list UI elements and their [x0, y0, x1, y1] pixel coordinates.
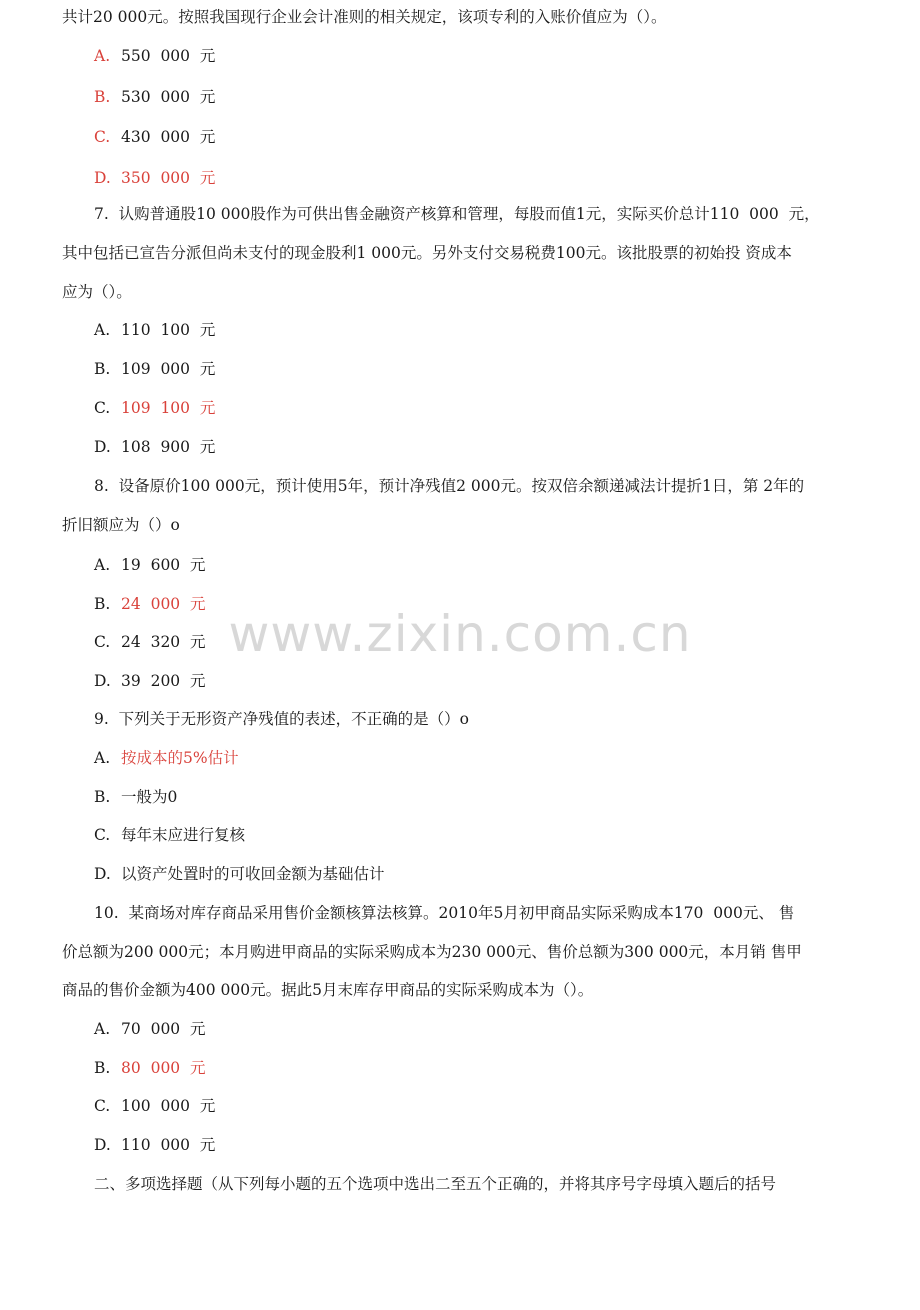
option-letter: A. — [94, 321, 111, 339]
option-letter: B. — [94, 88, 111, 106]
option-text: 39 200 元 — [121, 672, 206, 690]
question-10-line-2: 价总额为200 000元；本月购进甲商品的实际采购成本为230 000元、售价总额为300 000元，本月销 售甲 — [62, 943, 802, 961]
option-letter: B. — [94, 1059, 111, 1077]
option-text: 110 000 元 — [121, 1136, 216, 1154]
question-9-line-1: 9. 下列关于无形资产净残值的表述，不正确的是（）o — [94, 710, 469, 728]
q7-option-a — [94, 319, 215, 341]
question-10-line-3: 商品的售价金额为400 000元。据此5月末库存甲商品的实际采购成本为（）。 — [62, 981, 594, 999]
option-text: 108 900 元 — [121, 438, 216, 456]
option-text: 100 000 元 — [121, 1097, 216, 1115]
option-text: 550 000 元 — [121, 47, 216, 65]
q10-option-a — [94, 1018, 206, 1040]
option-letter: A. — [94, 1020, 111, 1038]
option-letter: B. — [94, 360, 111, 378]
question-7-line-1: 7. 认购普通股10 000股作为可供出售金融资产核算和管理，每股而值1元，实际买价总计110 000 元， — [94, 205, 820, 223]
option-letter: C. — [94, 633, 111, 651]
q6-option-a — [94, 45, 215, 67]
option-text: 109 000 元 — [121, 360, 216, 378]
question-7-line-2: 其中包括已宣告分派但尚未支付的现金股利1 000元。另外支付交易税费100元。该批股票的初始投 资成本 — [62, 244, 792, 262]
option-letter: D. — [94, 169, 111, 187]
option-text: 24 320 元 — [121, 633, 206, 651]
option-text-answer: 24 000 元 — [121, 595, 206, 613]
option-text: 以资产处置时的可收回金额为基础估计 — [121, 865, 385, 883]
option-text-answer: 109 100 元 — [121, 399, 216, 417]
question-7-line-3: 应为（）。 — [62, 283, 132, 301]
option-letter: A. — [94, 47, 111, 65]
q8-option-a — [94, 554, 206, 576]
q8-option-c — [94, 631, 206, 653]
q10-option-c — [94, 1095, 215, 1117]
option-letter: D. — [94, 672, 111, 690]
option-letter: B. — [94, 595, 111, 613]
question-10-line-1: 10. 某商场对库存商品采用售价金额核算法核算。2010年5月初甲商品实际采购成本170 000元、 售 — [94, 904, 795, 922]
option-text: 每年末应进行复核 — [121, 826, 246, 844]
q6-option-d-answer — [94, 167, 215, 189]
option-letter: A. — [94, 556, 111, 574]
option-letter: D. — [94, 438, 111, 456]
question-8-line-2: 折旧额应为（）o — [62, 516, 180, 534]
q8-option-b — [94, 593, 206, 615]
option-text: 19 600 元 — [121, 556, 206, 574]
option-letter: D. — [94, 1136, 111, 1154]
q10-option-b — [94, 1057, 206, 1079]
q6-option-b — [94, 86, 215, 108]
q8-option-d — [94, 670, 206, 692]
option-letter: D. — [94, 865, 111, 883]
option-text: 350 000 元 — [121, 169, 216, 187]
option-text: 530 000 元 — [121, 88, 216, 106]
question-8-line-1: 8. 设备原价100 000元，预计使用5年，预计净残值2 000元。按双倍余额递减法计提折1日，第 2年的 — [94, 477, 805, 495]
option-text: 一般为0 — [121, 788, 178, 806]
option-letter: C. — [94, 1097, 111, 1115]
option-text-answer: 80 000 元 — [121, 1059, 206, 1077]
q9-option-c — [94, 824, 245, 846]
option-text-answer: 按成本的5%估计 — [121, 749, 239, 767]
option-text: 110 100 元 — [121, 321, 216, 339]
q9-option-d — [94, 863, 385, 885]
option-letter: C. — [94, 826, 111, 844]
option-letter: A. — [94, 749, 111, 767]
q7-option-c — [94, 397, 215, 419]
q6-option-c — [94, 126, 215, 148]
section-2-heading: 二、多项选择题（从下列每小题的五个选项中选出二至五个正确的，并将其序号字母填入题后的括号 — [94, 1175, 777, 1193]
q9-option-a — [94, 747, 239, 769]
option-text: 70 000 元 — [121, 1020, 206, 1038]
q7-option-d — [94, 436, 215, 458]
site-watermark: www.zixin.com.cn — [228, 605, 692, 663]
option-letter: C. — [94, 399, 111, 417]
q7-option-b — [94, 358, 215, 380]
option-text: 430 000 元 — [121, 128, 216, 146]
option-letter: C. — [94, 128, 111, 146]
question-6-stem: 共计20 000元。按照我国现行企业会计准则的相关规定，该项专利的入账价值应为（）。 — [62, 8, 667, 26]
option-letter: B. — [94, 788, 111, 806]
q9-option-b — [94, 786, 177, 808]
q10-option-d — [94, 1134, 215, 1156]
